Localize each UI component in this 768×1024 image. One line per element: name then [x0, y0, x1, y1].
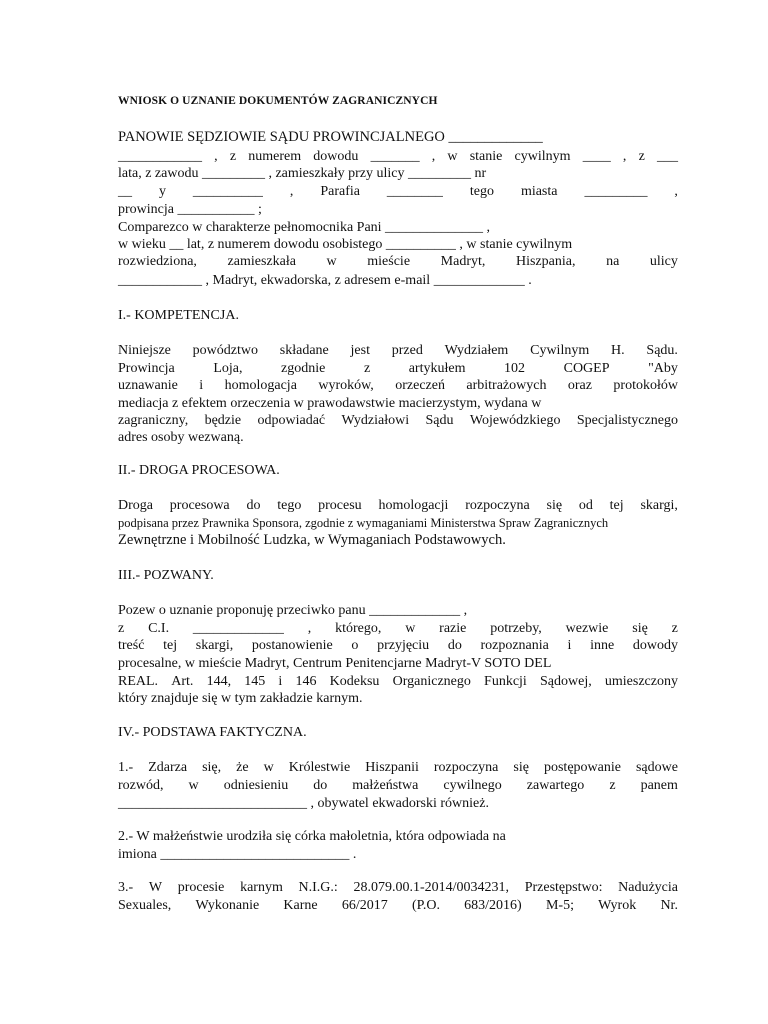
section-heading: III.- POZWANY.: [118, 568, 214, 583]
section-heading: II.- DROGA PROCESOWA.: [118, 463, 280, 478]
text-line: Zewnętrzne i Mobilność Ludzka, w Wymaganiach Podstawowych.: [118, 532, 506, 548]
text-line: w wieku __ lat, z numerem dowodu osobistego __________ , w stanie cywilnym: [118, 237, 573, 252]
text-line: podpisana przez Prawnika Sponsora, zgodnie z wymaganiami Ministerstwa Spraw Zagranicznych: [118, 516, 609, 530]
section-heading: IV.- PODSTAWA FAKTYCZNA.: [118, 725, 307, 740]
text-line: REAL. Art. 144, 145 i 146 Kodeksu Organicznego Funkcji Sądowej, umieszczony: [118, 674, 678, 689]
text-line: Prowincja Loja, zgodnie z artykułem 102 COGEP "Aby: [118, 361, 678, 376]
text-line: Niniejsze powództwo składane jest przed Wydziałem Cywilnym H. Sądu.: [118, 343, 678, 358]
text-line: __ y __________ , Parafia ________ tego miasta _________ ,: [118, 184, 678, 199]
text-line: 3.- W procesie karnym N.I.G.: 28.079.00.1-2014/0034231, Przestępstwo: Nadużycia: [118, 880, 678, 895]
text-line: który znajduje się w tym zakładzie karnym.: [118, 691, 363, 706]
text-line: zagraniczny, będzie odpowiadać Wydziałowi Sądu Wojewódzkiego Specjalistycznego: [118, 413, 678, 428]
text-line: lata, z zawodu _________ , zamieszkały przy ulicy _________ nr: [118, 166, 487, 181]
text-line: uznawanie i homologacja wyroków, orzeczeń arbitrażowych oraz protokołów: [118, 378, 678, 393]
text-line: rozwiedziona, zamieszkała w mieście Madryt, Hiszpania, na ulicy: [118, 254, 678, 269]
text-line: Pozew o uznanie proponuję przeciwko panu _____________ ,: [118, 603, 468, 618]
text-line: imiona ___________________________ .: [118, 847, 357, 862]
text-line: Sexuales, Wykonanie Karne 66/2017 (P.O. 683/2016) M-5; Wyrok Nr.: [118, 898, 678, 913]
text-line: ____________ , Madryt, ekwadorska, z adresem e-mail _____________ .: [118, 273, 532, 288]
document-title: WNIOSK O UZNANIE DOKUMENTÓW ZAGRANICZNYCH: [118, 95, 438, 107]
text-line: ___________________________ , obywatel ekwadorski również.: [118, 796, 489, 811]
text-line: adres osoby wezwaną.: [118, 430, 244, 445]
text-line: 2.- W małżeństwie urodziła się córka małoletnia, która odpowiada na: [118, 829, 506, 844]
text-line: z C.I. _____________ , którego, w razie potrzeby, wezwie się z: [118, 621, 678, 636]
text-line: Comparezco w charakterze pełnomocnika Pani ______________ ,: [118, 220, 491, 235]
text-line: Droga procesowa do tego procesu homologacji rozpoczyna się od tej skargi,: [118, 498, 678, 513]
text-line: 1.- Zdarza się, że w Królestwie Hiszpanii rozpoczyna się postępowanie sądowe: [118, 760, 678, 775]
text-line: ____________ , z numerem dowodu _______ , w stanie cywilnym ____ , z ___: [118, 149, 678, 164]
text-line: mediacja z efektem orzeczenia w prawodawstwie macierzystym, wydana w: [118, 396, 542, 411]
text-line: rozwód, w odniesieniu do małżeństwa cywilnego zawartego z panem: [118, 778, 678, 793]
section-heading: I.- KOMPETENCJA.: [118, 308, 239, 323]
text-line: PANOWIE SĘDZIOWIE SĄDU PROWINCJALNEGO _____________: [118, 129, 543, 145]
text-line: treść tej skargi, postanowienie o przyjęciu do rozpoznania i inne dowody: [118, 638, 678, 653]
text-line: prowincja ___________ ;: [118, 202, 262, 217]
text-line: procesalne, w mieście Madryt, Centrum Penitencjarne Madryt-V SOTO DEL: [118, 656, 552, 671]
